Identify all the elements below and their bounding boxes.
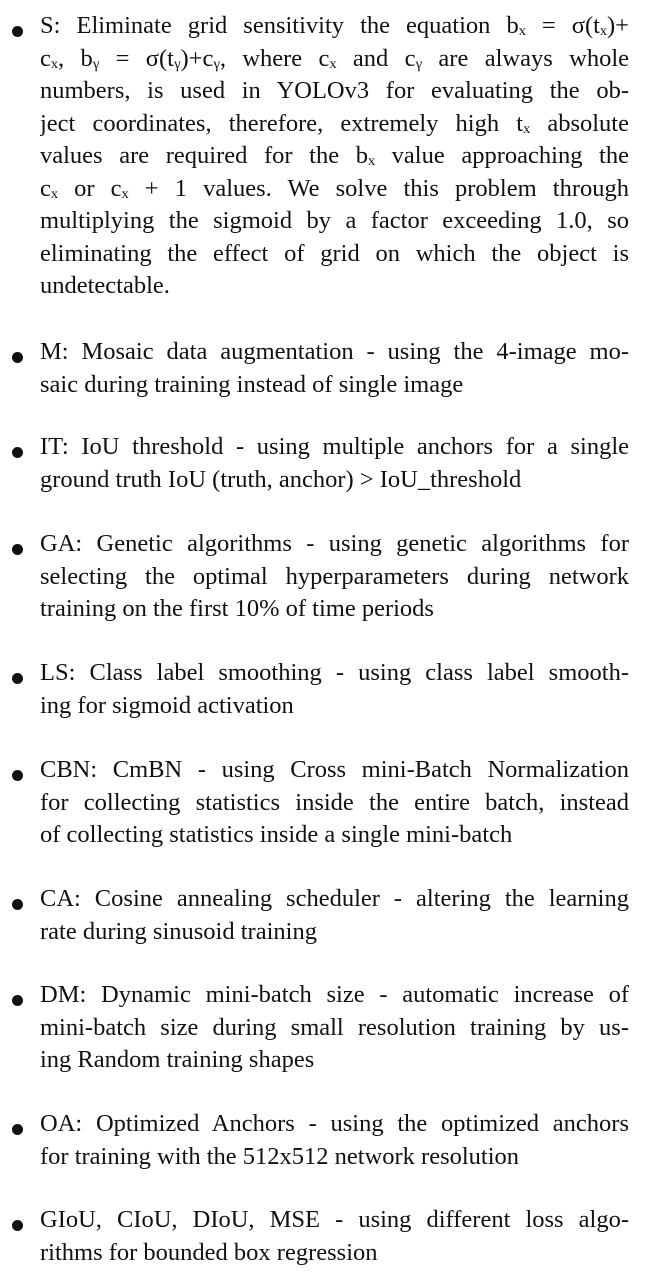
item-line: OA: Optimized Anchors - using the optimized anchors [40, 1110, 629, 1137]
item-line: ject coordinates, therefore, extremely high tₓ absolute [40, 109, 629, 137]
item-line: cₓ or cₓ + 1 values. We solve this problem through [40, 174, 629, 202]
item-line: for training with the 512x512 network resolution [40, 1142, 520, 1170]
bullet-icon [12, 352, 23, 363]
item-line: saic during training instead of single image [40, 370, 464, 398]
bullet-icon [12, 544, 23, 555]
item-line: training on the first 10% of time periods [40, 595, 434, 622]
item-line: IT: IoU threshold - using multiple anchors for a single [40, 433, 629, 460]
item-line: DM: Dynamic mini-batch size - automatic increase of [40, 981, 629, 1008]
bullet-icon [12, 995, 23, 1006]
item-line: mini-batch size during small resolution training by us- [40, 1013, 629, 1041]
item-line: CA: Cosine annealing scheduler - altering the learning [40, 885, 629, 912]
item-line: ing Random training shapes [40, 1046, 315, 1073]
item-line: eliminating the effect of grid on which the object is [40, 239, 629, 267]
item-line: for collecting statistics inside the entire batch, instead [40, 788, 629, 816]
bullet-icon [12, 1220, 23, 1231]
item-line: multiplying the sigmoid by a factor exceeding 1.0, so [40, 207, 629, 234]
bullet-icon [12, 770, 23, 781]
bullet-icon [12, 1124, 23, 1135]
item-line: numbers, is used in YOLOv3 for evaluating the ob- [40, 77, 629, 104]
item-line: CBN: CmBN - using Cross mini-Batch Normalization [40, 756, 629, 783]
item-line: of collecting statistics inside a single mini-batch [40, 821, 513, 848]
bullet-icon [12, 447, 23, 458]
item-line: ing for sigmoid activation [40, 691, 294, 719]
bullet-icon [12, 899, 23, 910]
bullet-icon [12, 26, 23, 37]
item-line: ground truth IoU (truth, anchor) > IoU_threshold [40, 465, 522, 493]
item-line: GA: Genetic algorithms - using genetic algorithms for [40, 530, 629, 557]
item-line: cₓ, bᵧ = σ(tᵧ)+cᵧ, where cₓ and cᵧ are always whole [40, 44, 629, 72]
item-line: rate during sinusoid training [40, 917, 317, 945]
item-line: GIoU, CIoU, DIoU, MSE - using different loss algo- [40, 1206, 629, 1233]
item-line: values are required for the bₓ value approaching the [40, 142, 629, 169]
bullet-icon [12, 673, 23, 684]
item-line: selecting the optimal hyperparameters during network [40, 562, 629, 590]
item-line: undetectable. [40, 272, 170, 299]
item-line: S: Eliminate grid sensitivity the equation bₓ = σ(tₓ)+ [40, 12, 629, 39]
item-line: LS: Class label smoothing - using class label smooth- [40, 659, 629, 686]
item-line: rithms for bounded box regression [40, 1238, 378, 1266]
item-line: M: Mosaic data augmentation - using the 4-image mo- [40, 338, 629, 365]
